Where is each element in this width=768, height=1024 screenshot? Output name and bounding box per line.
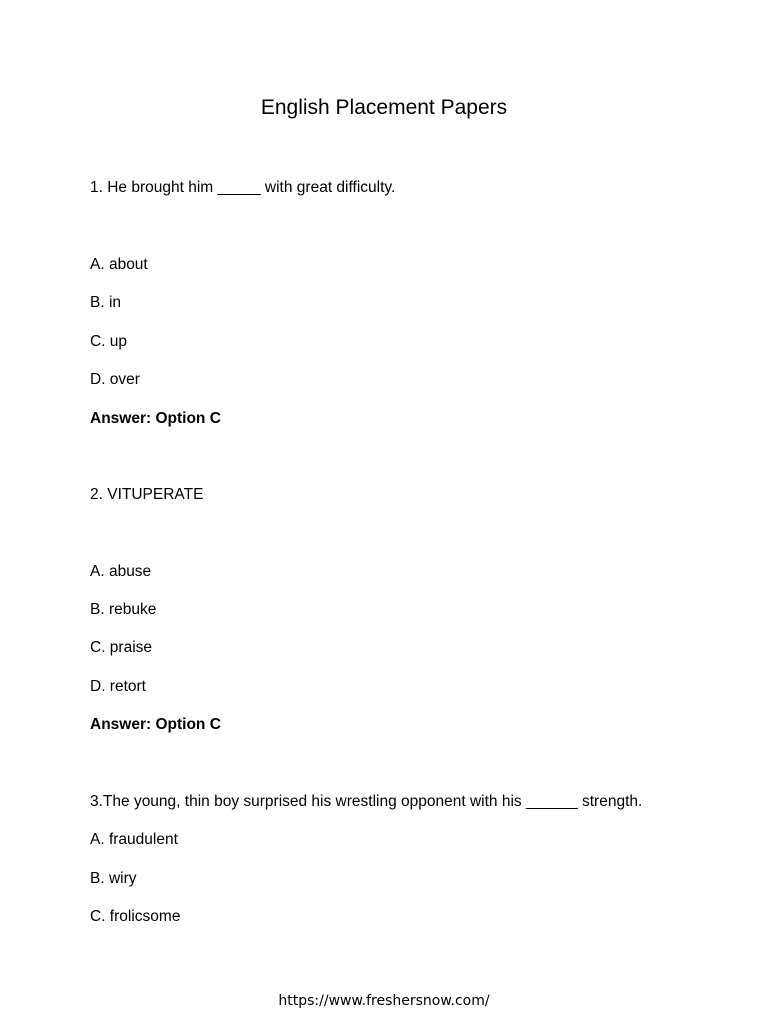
question-2-option-d: D. retort — [90, 678, 146, 695]
question-3-prompt: 3.The young, thin boy surprised his wrestling opponent with his ______ strength. — [90, 793, 643, 810]
question-3-option-c: C. frolicsome — [90, 908, 181, 925]
footer-url: https://www.freshersnow.com/ — [278, 993, 490, 1009]
question-2-option-c: C. praise — [90, 639, 153, 656]
question-3-option-a: A. fraudulent — [90, 831, 178, 848]
question-2-prompt: 2. VITUPERATE — [90, 486, 204, 503]
question-3-option-b: B. wiry — [90, 870, 137, 887]
question-1-prompt: 1. He brought him _____ with great difficulty. — [90, 179, 396, 196]
question-1-answer: Answer: Option C — [90, 410, 221, 427]
question-2-answer: Answer: Option C — [90, 716, 221, 733]
question-1-option-c: C. up — [90, 333, 128, 350]
page-title: English Placement Papers — [260, 96, 508, 119]
question-1-option-d: D. over — [90, 371, 140, 388]
question-2-option-b: B. rebuke — [90, 601, 157, 618]
question-1-option-b: B. in — [90, 294, 122, 311]
question-1-option-a: A. about — [90, 256, 148, 273]
question-2-option-a: A. abuse — [90, 563, 152, 580]
